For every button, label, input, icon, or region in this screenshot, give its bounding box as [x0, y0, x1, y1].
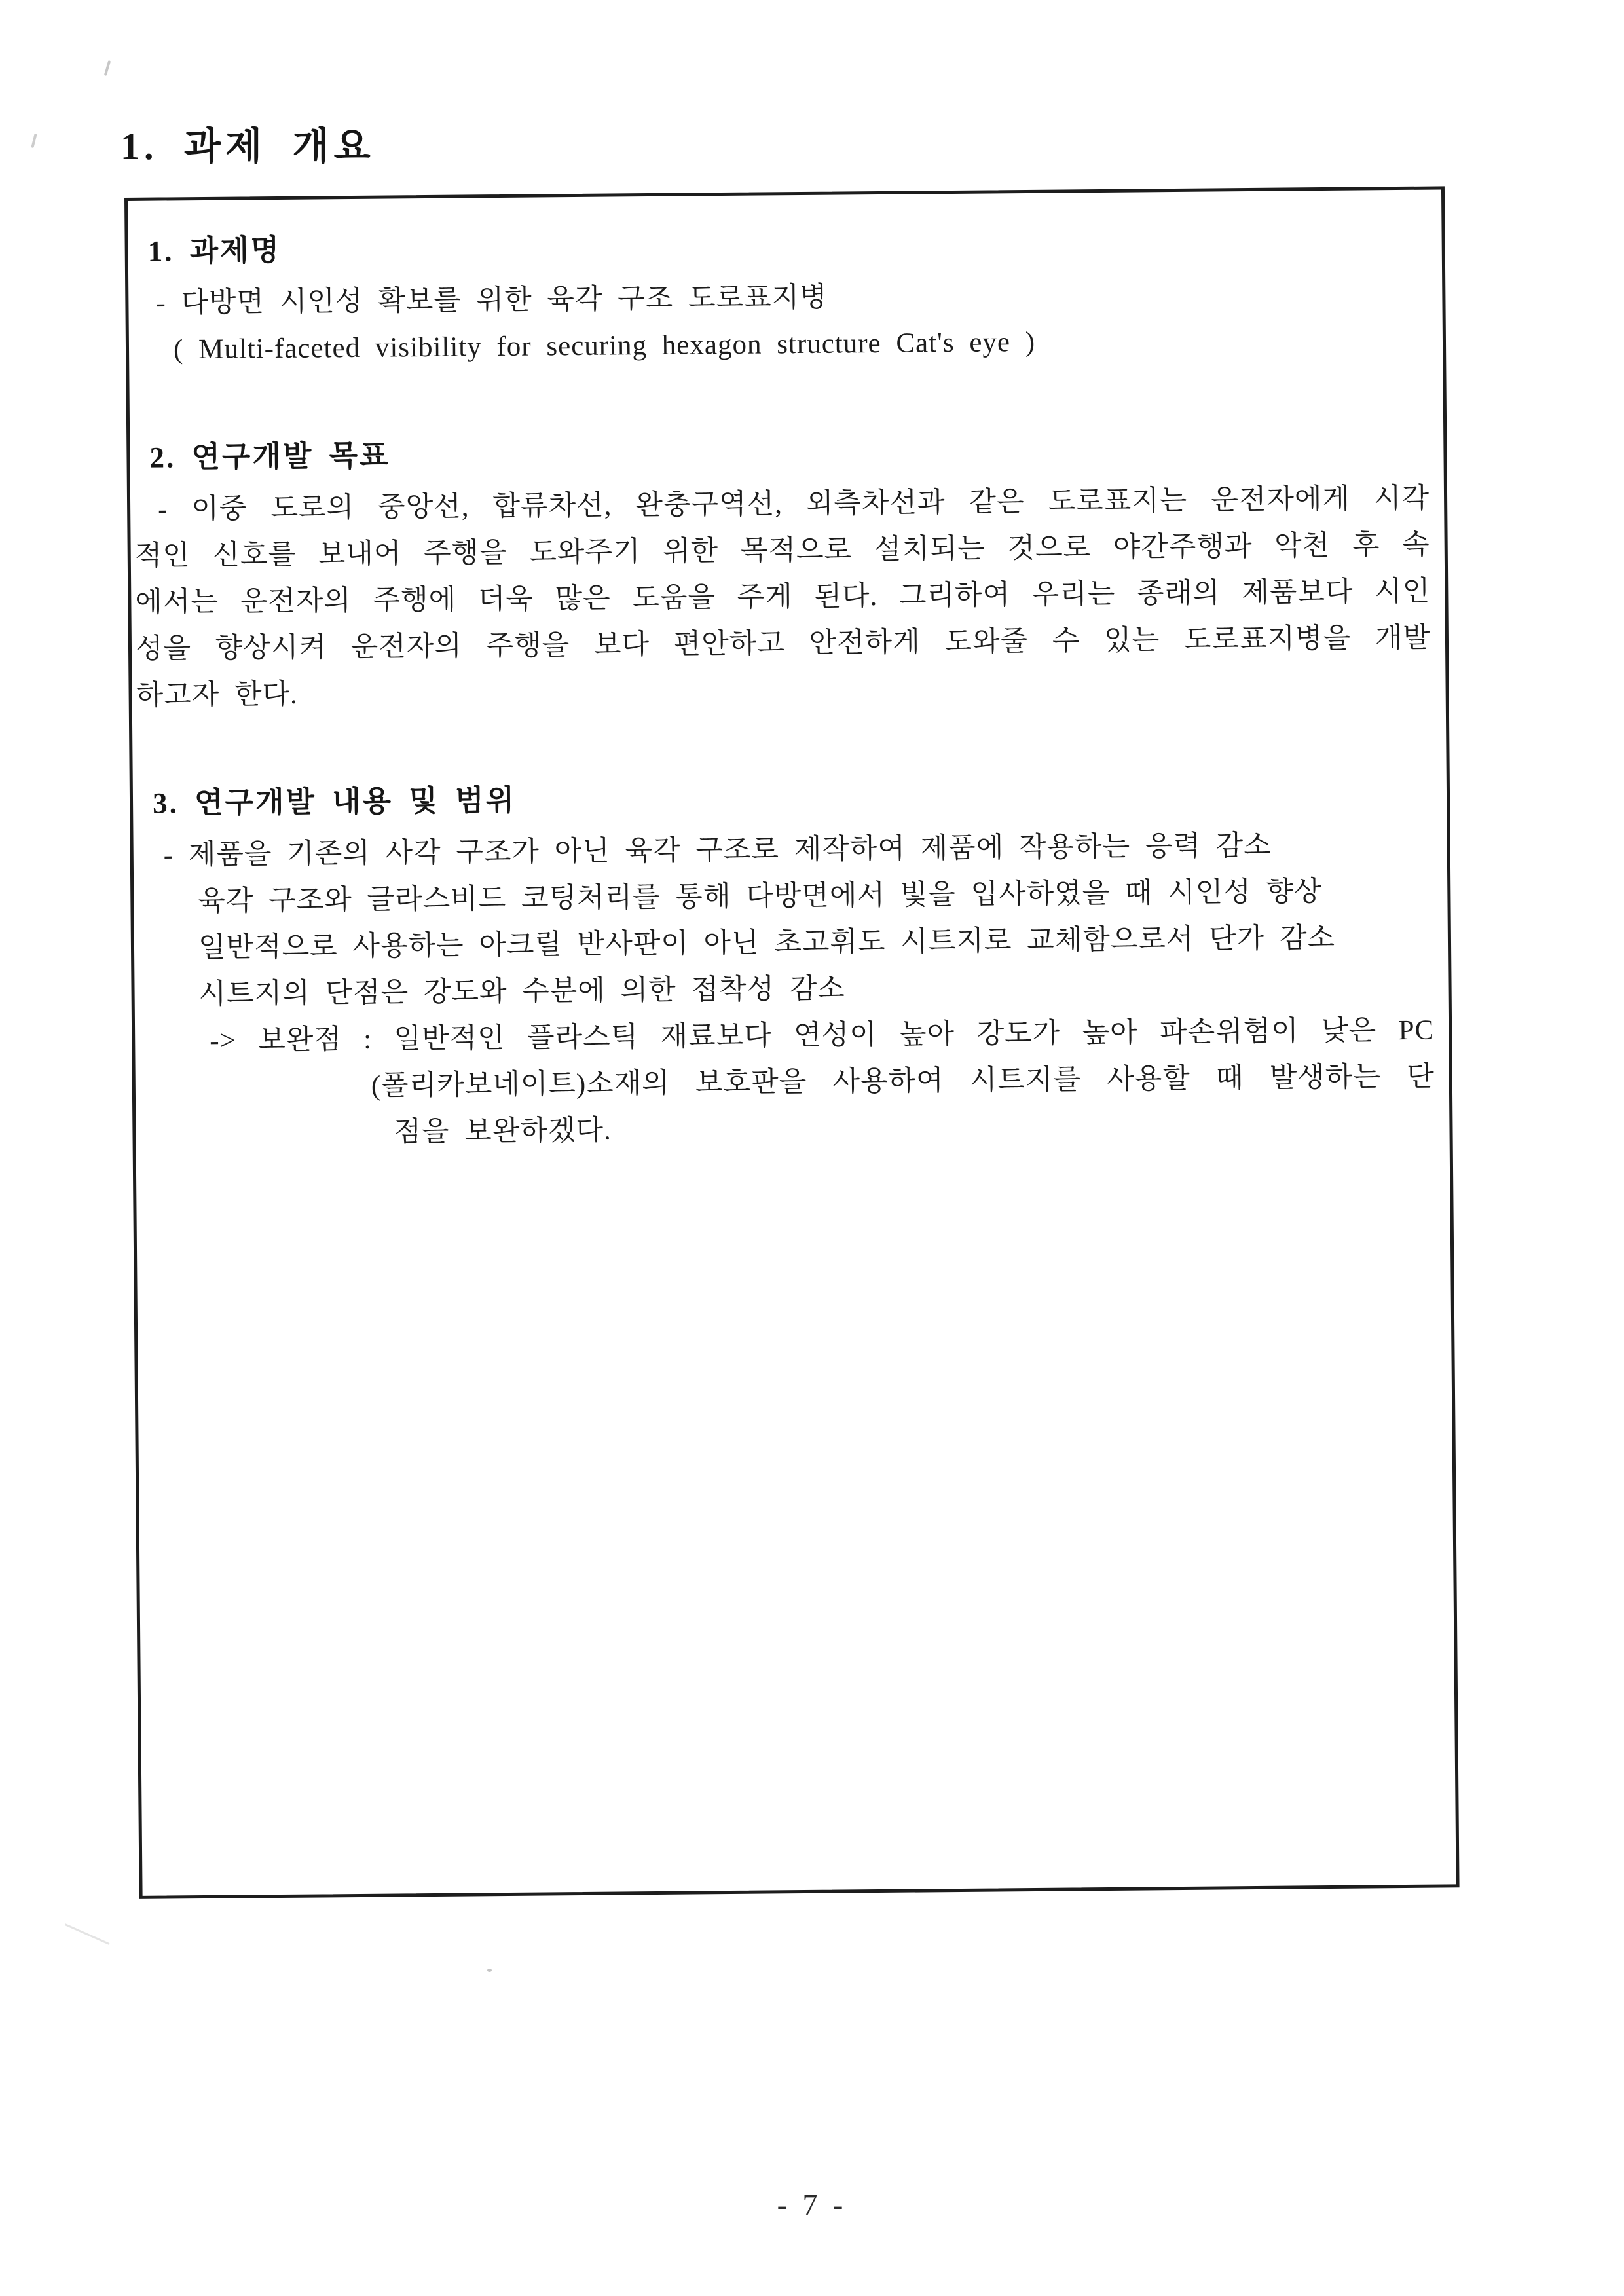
rnd-goal-line: 적인 신호를 보내어 주행을 도와주기 위한 목적으로 설치되는 것으로 야간주행과 악천 후 속: [134, 529, 1430, 572]
section-heading-rnd-scope: 3. 연구개발 내용 및 범위: [152, 783, 517, 820]
section-heading-project-name: 1. 과제명: [147, 233, 282, 268]
section-project-name: [132, 216, 1428, 373]
page-number: - 7 -: [777, 2188, 847, 2221]
rnd-goal-line: - 이중 도로의 중앙선, 합류차선, 완충구역선, 외측차선과 같은 도로표지는 운전자에게 시각: [157, 483, 1430, 525]
rnd-scope-supplement-line: 점을 보완하겠다.: [394, 1115, 612, 1148]
rnd-scope-supplement-line: (폴리카보네이트)소재의 보호판을 사용하여 시트지를 사용할 때 발생하는 단: [371, 1061, 1435, 1102]
page-title: 1. 과제 개요: [120, 125, 375, 168]
scan-artifact: [31, 134, 37, 148]
overview-box: [124, 186, 1460, 1898]
rnd-scope-line: 일반적으로 사용하는 아크릴 반사판이 아닌 초고휘도 시트지로 교체함으로서 단가 감소: [198, 922, 1336, 964]
scan-artifact: [104, 60, 111, 76]
rnd-goal-line: 에서는 운전자의 주행에 더욱 많은 도움을 주게 된다. 그리하여 우리는 종래의 제품보다 시인: [135, 576, 1431, 618]
rnd-scope-line: 시트지의 단점은 강도와 수분에 의한 접착성 감소: [198, 973, 846, 1010]
scan-artifact: [65, 1923, 110, 1945]
section-rnd-scope: [137, 768, 1435, 1158]
rnd-goal-line: 하고자 한다.: [136, 678, 299, 711]
project-name-line: - 다방면 시인성 확보를 위한 육각 구조 도로표지병: [156, 282, 828, 319]
scan-artifact: [487, 1969, 492, 1972]
project-name-english-line: ( Multi-faceted visibility for securing hexagon structure Cat's eye ): [173, 326, 1036, 365]
rnd-scope-line: 육각 구조와 글라스비드 코팅처리를 통해 다방면에서 빛을 입사하였을 때 시인성 향상: [198, 876, 1322, 917]
section-heading-rnd-goal: 2. 연구개발 목표: [149, 439, 390, 474]
rnd-scope-supplement-line: -> 보완점 : 일반적인 플라스틱 재료보다 연성이 높아 강도가 높아 파손위험이 낮은 PC: [210, 1014, 1435, 1056]
section-rnd-goal: [134, 422, 1431, 719]
rnd-goal-line: 성을 향상시켜 운전자의 주행을 보다 편안하고 안전하게 도와줄 수 있는 도로표지병을 개발: [135, 622, 1431, 665]
rnd-scope-line: - 제품을 기존의 사각 구조가 아닌 육각 구조로 제작하여 제품에 작용하는 응력 감소: [163, 830, 1272, 871]
